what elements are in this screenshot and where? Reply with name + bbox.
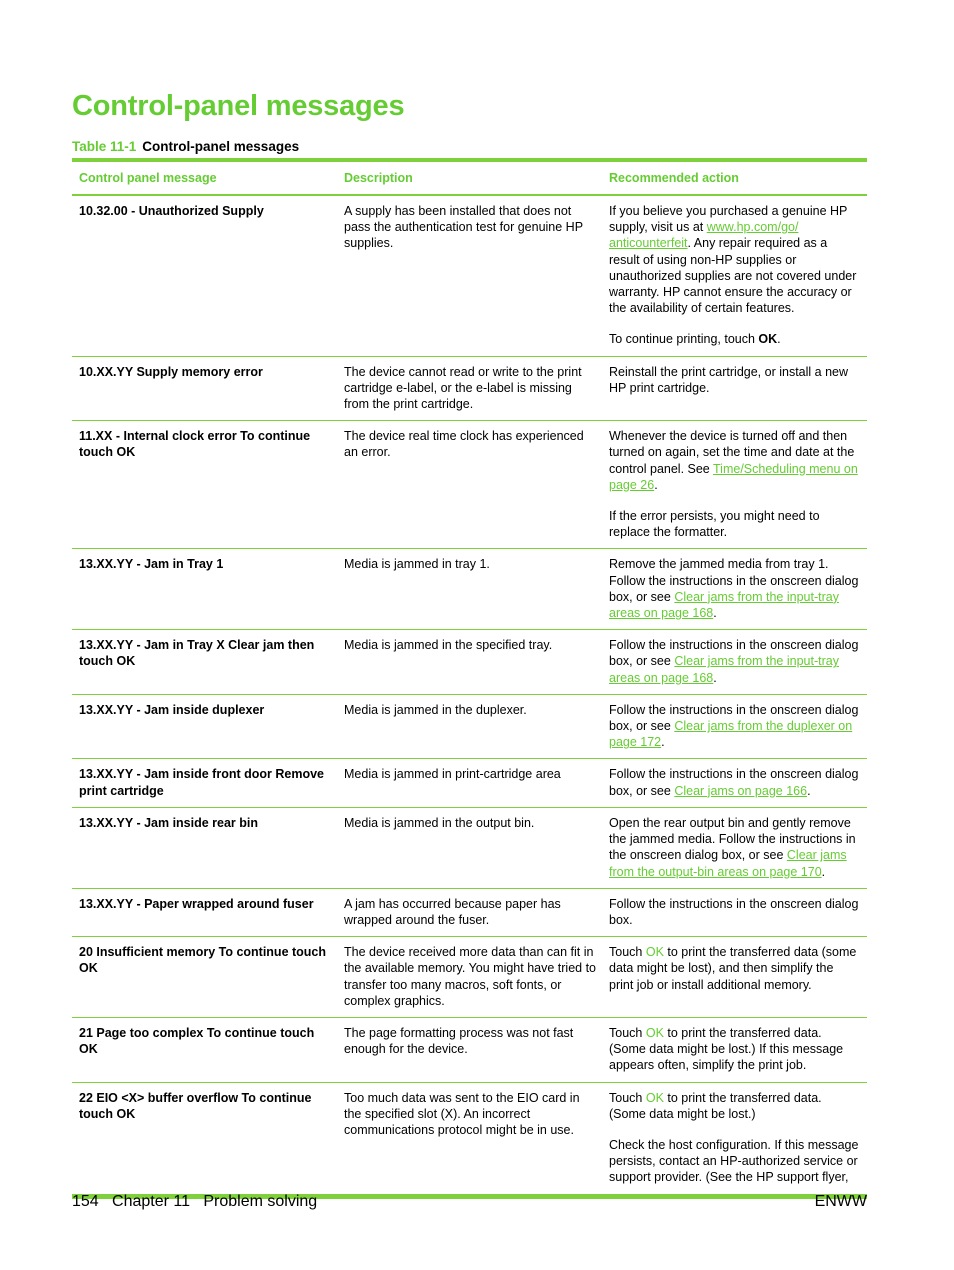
action-text: . xyxy=(654,477,658,492)
action-cell xyxy=(602,1018,867,1082)
action-cell xyxy=(602,1083,867,1194)
messages-table xyxy=(72,158,867,1199)
action-text: Whenever the device is turned off and then turned on again, set the time and date at the control panel. See xyxy=(609,429,855,476)
action-cell xyxy=(602,808,867,888)
table-caption xyxy=(72,139,299,154)
action-text: Follow the instructions in the onscreen dialog box, or see xyxy=(609,767,859,798)
link-clear-jams-output-bin[interactable]: Clear jams from the output-bin areas on page 170 xyxy=(609,848,847,879)
action-cell xyxy=(602,549,867,629)
link-clear-jams-input-tray[interactable]: Clear jams from the input-tray areas on page 168 xyxy=(609,589,839,621)
footer-chapter: Chapter 11 xyxy=(112,1193,191,1210)
message-cell: 13.XX.YY - Jam in Tray 1 xyxy=(79,557,224,572)
description-cell: The device received more data than can fit in the available memory. You might have tried to transfer too many macros, soft fonts, or complex graphics. xyxy=(344,945,596,1008)
action-text: to print the transferred data. (Some data might be lost.) If this message appears often, simplify the print job. xyxy=(609,1025,844,1073)
action-cell xyxy=(602,695,867,759)
message-cell: 13.XX.YY - Paper wrapped around fuser xyxy=(79,896,314,911)
description-cell: Media is jammed in the specified tray. xyxy=(344,638,553,653)
action-text: . Any repair required as a result of using non-HP supplies or unauthorized supplies are not covered under warranty. HP cannot ensure the accuracy or the availability of certain features. xyxy=(609,236,857,316)
table-row xyxy=(72,357,867,422)
table-caption-number: Table 11-1 xyxy=(72,139,137,154)
action-text: . xyxy=(713,670,717,685)
action-text: to print the transferred data. (Some data might be lost.) xyxy=(609,1090,822,1121)
action-cell xyxy=(602,630,867,694)
message-cell: 10.32.00 - Unauthorized Supply xyxy=(79,204,264,218)
link-time-scheduling-menu[interactable]: Time/Scheduling menu on page 26 xyxy=(609,461,858,492)
action-cell xyxy=(602,421,867,548)
link-clear-jams-input-tray[interactable]: Clear jams from the input-tray areas on page 168 xyxy=(609,654,839,685)
action-cell xyxy=(602,889,867,936)
action-text: Touch xyxy=(609,1090,646,1105)
action-cell xyxy=(602,196,867,356)
ok-label: OK xyxy=(645,1090,664,1105)
table-row xyxy=(72,937,867,1018)
header-description: Description xyxy=(344,171,413,185)
table-row xyxy=(72,421,867,549)
action-text: Follow the instructions in the onscreen dialog box. xyxy=(609,896,859,927)
message-cell: 10.XX.YY Supply memory error xyxy=(79,364,263,379)
message-cell: 13.XX.YY - Jam inside rear bin xyxy=(79,815,259,830)
action-text: . xyxy=(807,783,811,798)
action-cell xyxy=(602,357,867,421)
action-cell xyxy=(602,759,867,806)
link-clear-jams-duplexer[interactable]: Clear jams from the duplexer on page 172 xyxy=(609,719,853,750)
table-row xyxy=(72,549,867,630)
header-message: Control panel message xyxy=(79,171,217,185)
table-row xyxy=(72,630,867,695)
description-cell: The device cannot read or write to the print cartridge e-label, or the e-label is missing from the print cartridge. xyxy=(344,364,582,412)
ok-label: OK xyxy=(758,332,778,347)
action-text: Touch xyxy=(609,945,646,960)
table-row xyxy=(72,196,867,357)
action-text: Open the rear output bin and gently remove the jammed media. Follow the instructions in the onscreen dialog box, or see xyxy=(609,815,856,863)
message-cell: 11.XX - Internal clock error To continue touch OK xyxy=(79,429,311,460)
action-text: . xyxy=(821,864,826,879)
description-cell: The device real time clock has experienced an error. xyxy=(344,429,584,460)
action-text: . xyxy=(777,332,781,347)
footer-right: ENWW xyxy=(814,1193,867,1210)
message-cell: 20 Insufficient memory To continue touch OK xyxy=(79,945,327,976)
description-cell: Media is jammed in tray 1. xyxy=(344,557,490,572)
header-action: Recommended action xyxy=(609,171,739,185)
action-text: If you believe you purchased a genuine HP supply, visit us at xyxy=(609,204,848,235)
table-row xyxy=(72,695,867,760)
description-cell: Media is jammed in print-cartridge area xyxy=(344,767,561,782)
page-number: 154 xyxy=(72,1193,99,1210)
description-cell: A jam has occurred because paper has wrapped around the fuser. xyxy=(344,896,561,927)
action-text: . xyxy=(713,606,717,621)
table-row xyxy=(72,1018,867,1083)
table-row xyxy=(72,889,867,937)
table-caption-title: Control-panel messages xyxy=(142,139,300,154)
page-title: Control-panel messages xyxy=(72,90,405,122)
table-header-row xyxy=(72,162,867,196)
description-cell: The page formatting process was not fast enough for the device. xyxy=(344,1025,574,1057)
footer-left xyxy=(72,1193,317,1211)
ok-label: OK xyxy=(645,945,664,960)
action-text: If the error persists, you might need to replace the formatter. xyxy=(609,509,820,540)
action-text: Touch xyxy=(609,1025,646,1040)
message-cell: 13.XX.YY - Jam in Tray X Clear jam then touch OK xyxy=(79,638,315,669)
message-cell: 13.XX.YY - Jam inside front door Remove print cartridge xyxy=(79,767,324,798)
action-text: Follow the instructions in the onscreen dialog box, or see xyxy=(609,638,859,669)
message-cell: 21 Page too complex To continue touch OK xyxy=(79,1025,315,1057)
table-row xyxy=(72,759,867,807)
description-cell: Too much data was sent to the EIO card in the specified slot (X). An incorrect communications protocol might be in use. xyxy=(344,1090,580,1137)
action-text: to print the transferred data (some data might be lost), and then simplify the print job or install additional memory. xyxy=(609,945,857,992)
footer-section: Problem solving xyxy=(203,1193,318,1210)
ok-label: OK xyxy=(645,1025,664,1040)
link-clear-jams[interactable]: Clear jams on page 166 xyxy=(674,783,808,798)
description-cell: Media is jammed in the output bin. xyxy=(344,815,535,830)
action-text: Follow the instructions in the onscreen dialog box, or see xyxy=(609,702,859,734)
description-cell: A supply has been installed that does not pass the authentication test for genuine HP supplies. xyxy=(344,204,583,251)
table-row xyxy=(72,1083,867,1195)
action-text: Remove the jammed media from tray 1. Follow the instructions in the onscreen dialog box, or see xyxy=(609,557,859,604)
action-text: Check the host configuration. If this message persists, contact an HP-authorized service or support provider. (See the HP support flyer, xyxy=(609,1137,859,1185)
action-text: . xyxy=(661,735,665,750)
action-cell xyxy=(602,937,867,1017)
action-text: Reinstall the print cartridge, or install a new HP print cartridge. xyxy=(609,364,849,395)
link-anticounterfeit[interactable]: www.hp.com/go/ anticounterfeit xyxy=(609,220,799,251)
description-cell: Media is jammed in the duplexer. xyxy=(344,702,527,717)
table-row xyxy=(72,808,867,889)
action-text: To continue printing, touch xyxy=(609,332,759,347)
message-cell: 22 EIO <X> buffer overflow To continue touch OK xyxy=(79,1090,312,1121)
message-cell: 13.XX.YY - Jam inside duplexer xyxy=(79,702,265,717)
